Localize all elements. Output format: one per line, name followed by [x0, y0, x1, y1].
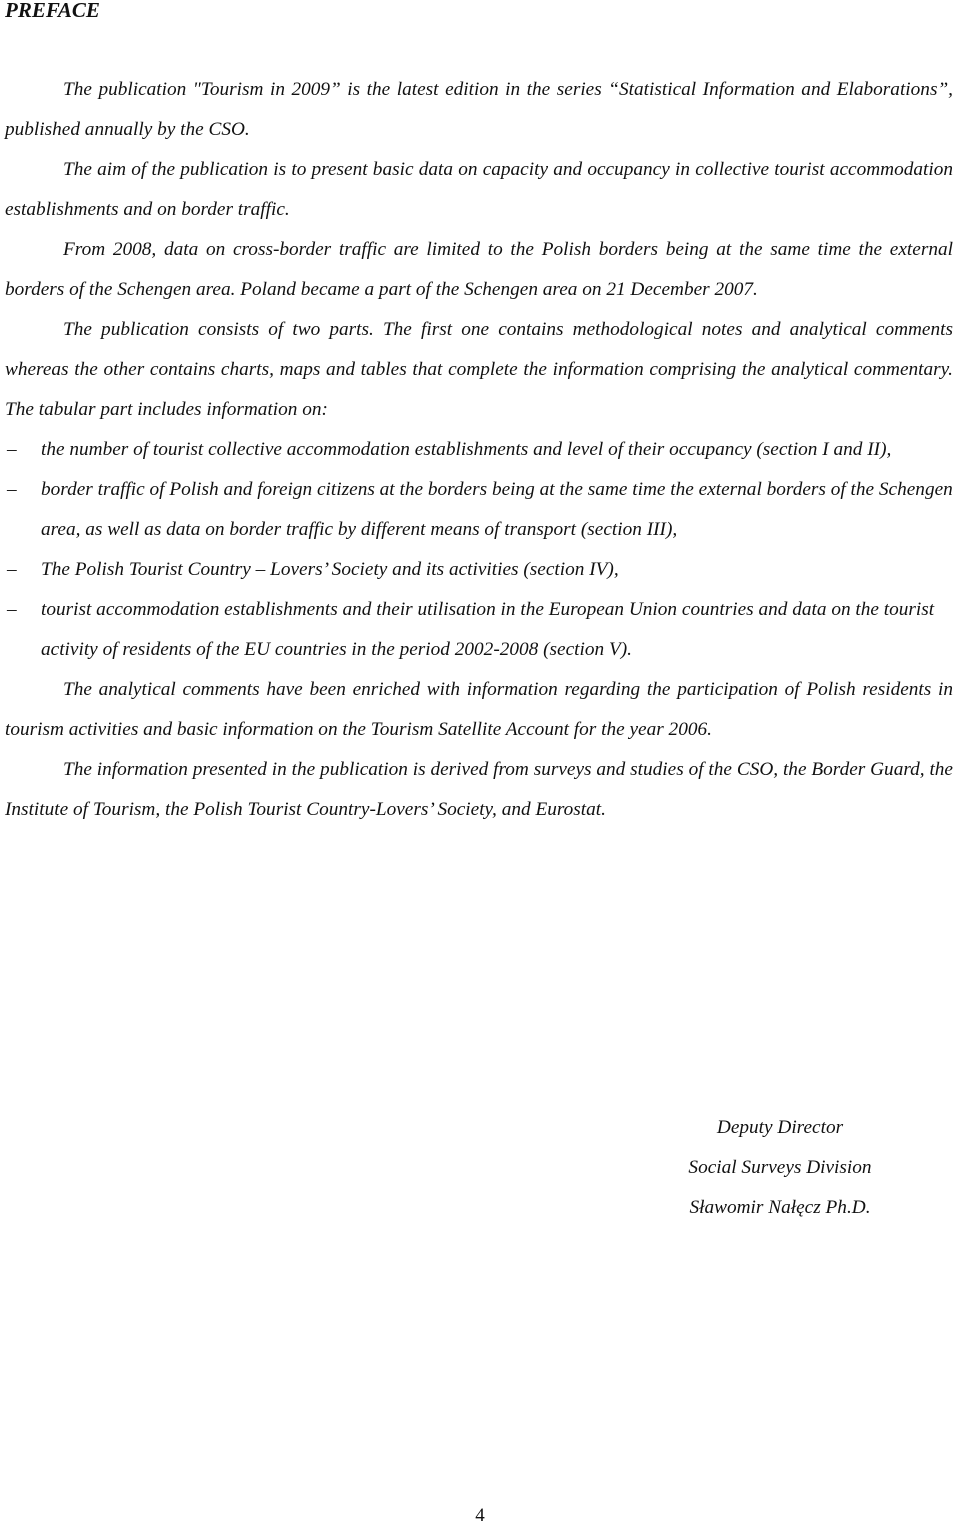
page-number: 4 — [475, 1505, 485, 1526]
paragraph-border-traffic: From 2008, data on cross-border traffic are limited to the Polish borders being at the same time the external borders of the Schengen area. Poland became a part of the Schengen area on 21 December 2007. — [5, 239, 953, 300]
paragraph-analytical-comments: The analytical comments have been enriched with information regarding the participation of Polish residents in tourism activities and basic information on the Tourism Satellite Account for the year 2006. — [5, 679, 953, 740]
list-item-text: border traffic of Polish and foreign citizens at the borders being at the same time the external borders of the Schengen area, as well as data on border traffic by different means of transport (section III), — [41, 479, 953, 540]
signature-block — [650, 1108, 910, 1228]
page-title: PREFACE — [5, 0, 100, 22]
paragraph-publication-parts: The publication consists of two parts. The first one contains methodological notes and analytical comments whereas the other contains charts, maps and tables that complete the information comprising the analytical commentary. The tabular part includes information on: — [5, 319, 953, 420]
dash-bullet: – — [7, 559, 17, 580]
paragraph-publication-aim: The aim of the publication is to present basic data on capacity and occupancy in collective tourist accommodation establishments and on border traffic. — [5, 159, 953, 220]
dash-bullet: – — [7, 439, 17, 460]
list-item-text: the number of tourist collective accommodation establishments and level of their occupancy (section I and II), — [41, 439, 892, 460]
contents-list — [5, 430, 953, 670]
list-item-text: The Polish Tourist Country – Lovers’ Society and its activities (section IV), — [41, 559, 619, 580]
list-item — [5, 470, 953, 550]
signature-name: Sławomir Nałęcz Ph.D. — [689, 1197, 871, 1218]
paragraph-sources: The information presented in the publication is derived from surveys and studies of the CSO, the Border Guard, the Institute of Tourism, the Polish Tourist Country-Lovers’ Society, and Eurostat. — [5, 759, 953, 820]
signature-position: Deputy Director — [716, 1117, 844, 1138]
dash-bullet: – — [7, 479, 17, 500]
list-item — [5, 590, 953, 670]
list-item — [5, 430, 953, 470]
signature-division: Social Surveys Division — [688, 1157, 872, 1178]
paragraph-publication-intro: The publication "Tourism in 2009” is the latest edition in the series “Statistical Information and Elaborations”, published annually by the CSO. — [5, 79, 953, 140]
preface-body — [5, 70, 953, 830]
dash-bullet: – — [7, 599, 17, 620]
list-item — [5, 550, 953, 590]
list-item-text: tourist accommodation establishments and their utilisation in the European Union countries and data on the tourist activity of residents of the EU countries in the period 2002-2008 (section V). — [41, 599, 935, 660]
